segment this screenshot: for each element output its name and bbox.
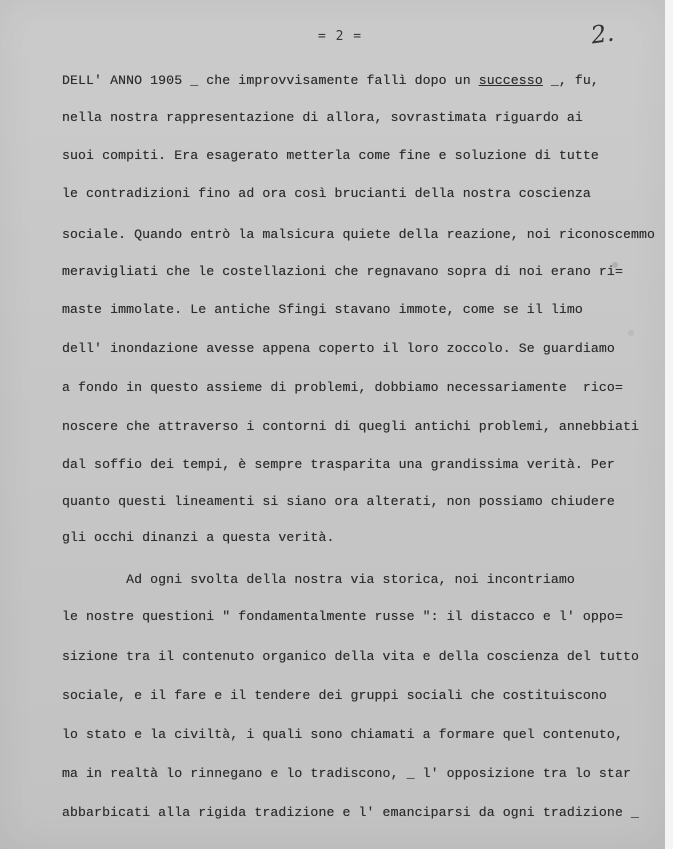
text-line: DELL' ANNO 1905 _ che improvvisamente fallì dopo un successo _, fu, (62, 73, 599, 88)
text-line: le contradizioni fino ad ora così brucianti della nostra coscienza (62, 186, 591, 201)
text-line: suoi compiti. Era esagerato metterla come fine e soluzione di tutte (62, 148, 599, 163)
text-line: dal soffio dei tempi, è sempre trasparita una grandissima verità. Per (62, 457, 615, 472)
text-line: quanto questi lineamenti si siano ora alterati, non possiamo chiudere (62, 494, 615, 509)
text-line: maste immolate. Le antiche Sfingi stavano immote, come se il limo (62, 302, 583, 317)
underlined-word: successo (478, 73, 543, 88)
text-line: nella nostra rappresentazione di allora, sovrastimata riguardo ai (62, 110, 583, 125)
text-line: Ad ogni svolta della nostra via storica, noi incontriamo (62, 572, 575, 587)
text-line: abbarbicati alla rigida tradizione e l' emanciparsi da ogni tradizione _ (62, 805, 639, 820)
text-line: gli occhi dinanzi a questa verità. (62, 530, 335, 545)
text-line: lo stato e la civiltà, i quali sono chiamati a formare quel contenuto, (62, 727, 623, 742)
handwritten-page-number: 2. (589, 18, 616, 50)
scan-margin (665, 0, 673, 849)
text-line: sociale, e il fare e il tendere dei gruppi sociali che costituiscono (62, 688, 607, 703)
paper-spot (628, 330, 634, 336)
text-line: sociale. Quando entrò la malsicura quiete della reazione, noi riconoscemmo (62, 227, 656, 242)
text-line: dell' inondazione avesse appena coperto il loro zoccolo. Se guardiamo (62, 341, 615, 356)
text-line: noscere che attraverso i contorni di quegli antichi problemi, annebbiati (62, 419, 639, 434)
text-line: sizione tra il contenuto organico della vita e della coscienza del tutto (62, 649, 639, 664)
page-marker: = 2 = (318, 29, 363, 44)
text-line: ma in realtà lo rinnegano e lo tradiscono, _ l' opposizione tra lo star (62, 766, 631, 781)
text-line: le nostre questioni " fondamentalmente russe ": il distacco e l' oppo= (62, 609, 623, 624)
text-line: a fondo in questo assieme di problemi, dobbiamo necessariamente rico= (62, 380, 623, 395)
text-line: meravigliati che le costellazioni che regnavano sopra di noi erano ri= (62, 264, 623, 279)
